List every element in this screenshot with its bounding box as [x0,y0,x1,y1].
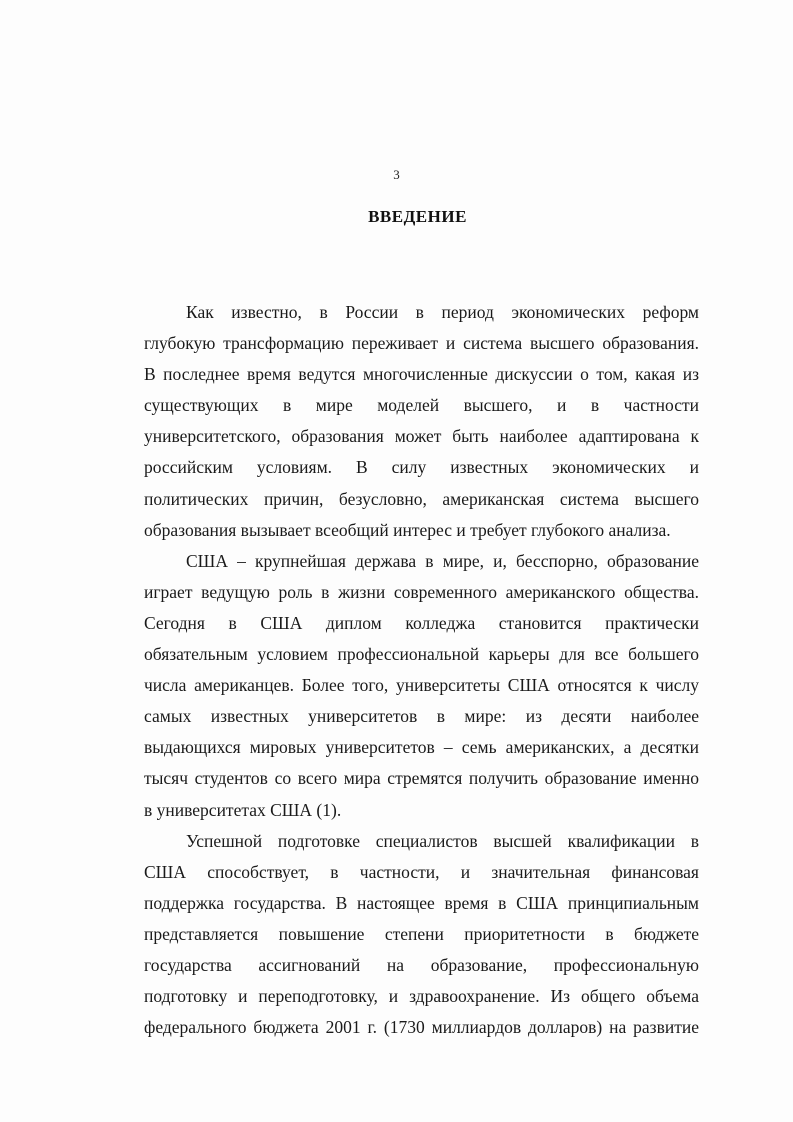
body-text [144,297,699,1043]
text-line: образования вызывает всеобщий интерес и требует глубокого анализа. [144,519,671,540]
page-number: 3 [393,167,400,182]
text-line: В последнее время ведутся многочисленные дискуссии о том, какая из [144,364,699,385]
text-line: Успешной подготовке специалистов высшей квалификации в [186,830,699,851]
text-line: тысяч студентов со всего мира стремятся получить образование именно [144,768,699,789]
text-line: играет ведущую роль в жизни современного американского общества. [144,581,699,602]
text-line: выдающихся мировых университетов – семь американских, а десятки [144,737,699,758]
text-line: в университетах США (1). [144,799,342,820]
text-line: самых известных университетов в мире: из десяти наиболее [144,706,699,727]
text-line: существующих в мире моделей высшего, и в частности [144,395,699,416]
text-line: Сегодня в США диплом колледжа становится практически [144,612,699,633]
page-title: ВВЕДЕНИЕ [368,207,467,226]
text-line: политических причин, безусловно, американская система высшего [144,488,699,509]
text-line: федерального бюджета 2001 г. (1730 миллиардов долларов) на развитие [144,1017,699,1038]
text-line: США способствует, в частности, и значительная финансовая [144,861,699,882]
text-line: числа американцев. Более того, университеты США относятся к числу [144,675,699,696]
text-line: университетского, образования может быть наиболее адаптирована к [144,426,699,447]
text-line: глубокую трансформацию переживает и система высшего образования. [144,333,699,354]
text-line: российским условиям. В силу известных экономических и [144,457,699,478]
text-line: США – крупнейшая держава в мире, и, бесспорно, образование [186,550,699,571]
text-line: поддержка государства. В настоящее время в США принципиальным [144,892,699,913]
text-line: Как известно, в России в период экономических реформ [186,302,699,322]
text-line: государства ассигнований на образование, профессиональную [144,954,699,975]
text-line: обязательным условием профессиональной карьеры для все большего [144,644,699,665]
text-line: представляется повышение степени приоритетности в бюджете [144,923,699,944]
text-line: подготовку и переподготовку, и здравоохранение. Из общего объема [144,986,699,1007]
